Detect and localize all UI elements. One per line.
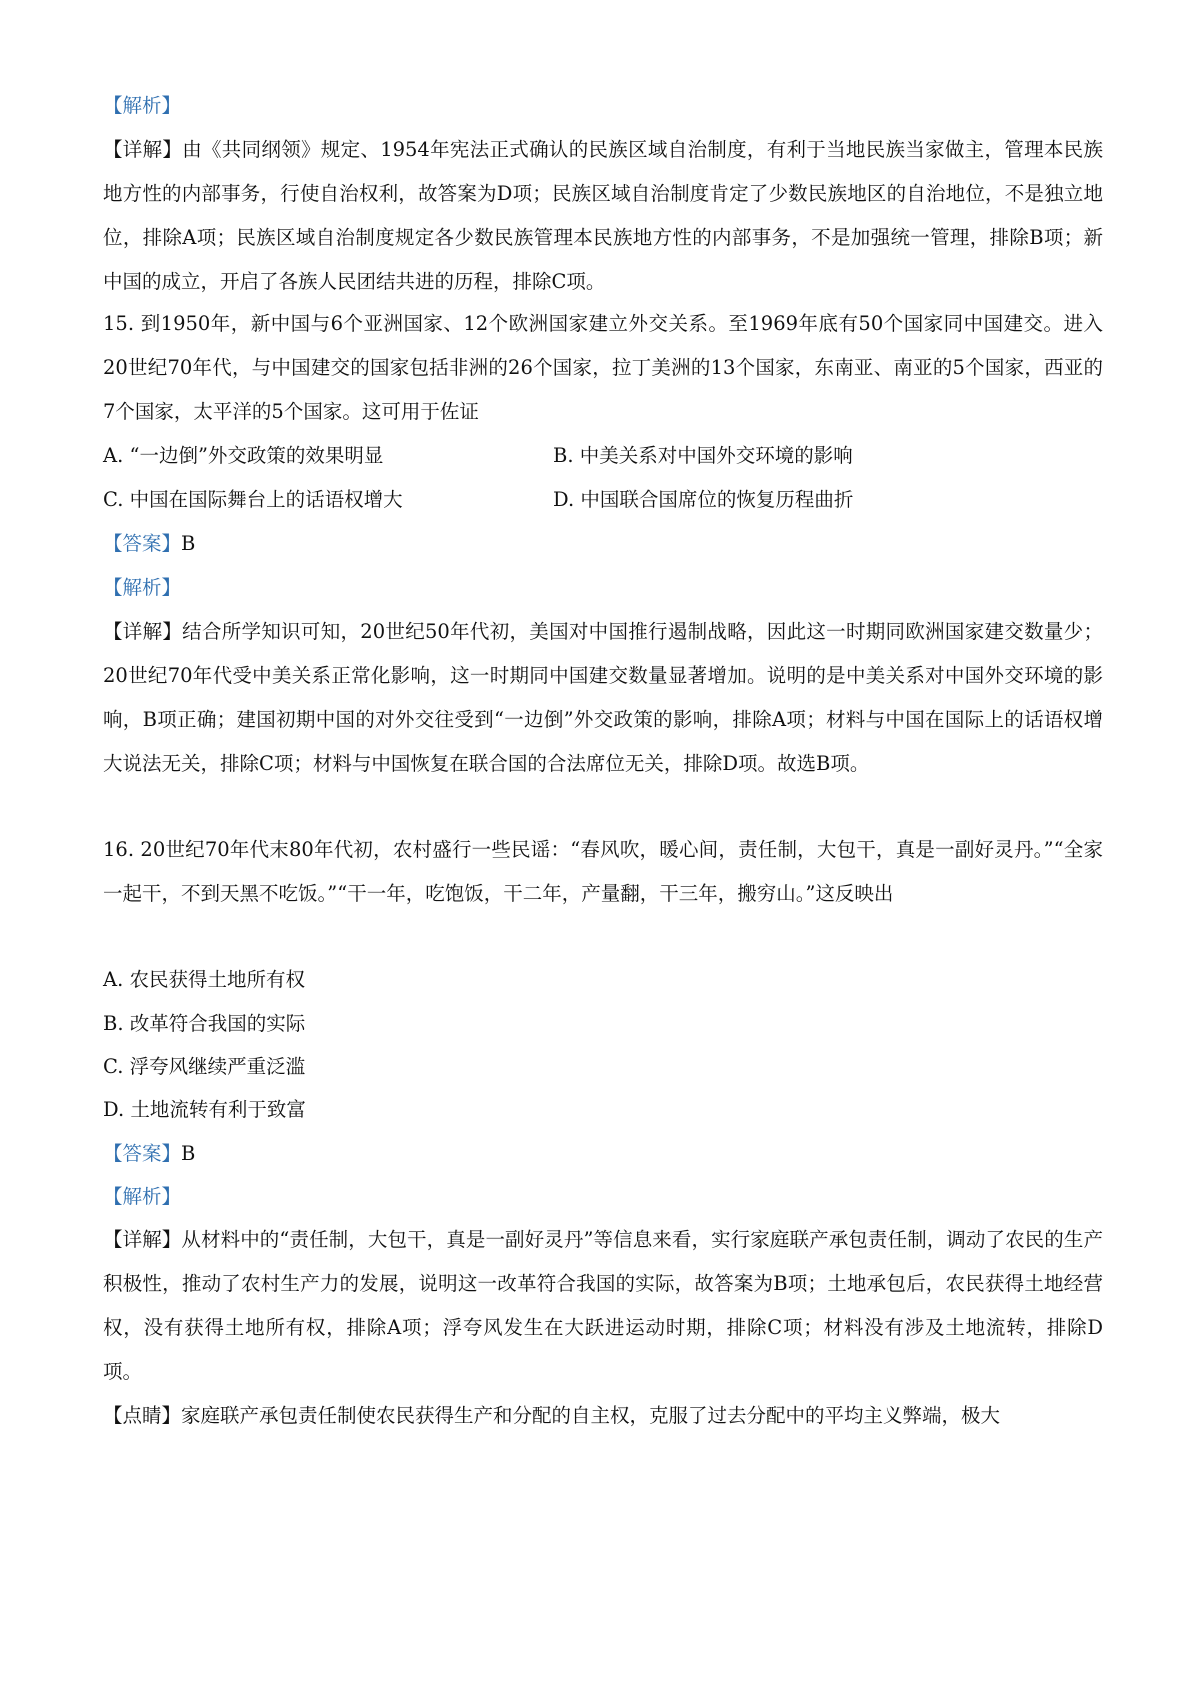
- q15-detail-label: 【详解】: [103, 620, 183, 643]
- q15-analysis-label: 【解析】: [103, 576, 182, 599]
- q16-option-b: B. 改革符合我国的实际: [103, 1012, 306, 1035]
- q16-answer-label: 【答案】: [103, 1142, 182, 1165]
- q14-detail-label: 【详解】: [103, 138, 183, 161]
- q15-detail-text: 结合所学知识可知，20世纪50年代初，美国对中国推行遏制战略，因此这一时期同欧洲国家建交数量少；20世纪70年代受中美关系正常化影响，这一时期同中国建交数量显著增加。说明的是中美关系对中国外交环境的影响，B项正确；建国初期中国的对外交往受到“一边倒”外交政策的影响，排除A项；材料与中国在国际上的话语权增大说法无关，排除C项；材料与中国恢复在联合国的合法席位无关，排除D项。故选B项。: [103, 620, 1103, 775]
- q16-option-c: C. 浮夸风继续严重泛滥: [103, 1055, 306, 1078]
- q16-detail-label: 【详解】: [103, 1228, 182, 1251]
- q15-stem: 15. 到1950年，新中国与6个亚洲国家、12个欧洲国家建立外交关系。至1969年底有50个国家同中国建交。进入20世纪70年代，与中国建交的国家包括非洲的26个国家，拉丁美洲的13个国家，东南亚、南亚的5个国家，西亚的7个国家，太平洋的5个国家。这可用于佐证: [103, 312, 1103, 423]
- q16-option-a: A. 农民获得土地所有权: [103, 968, 305, 991]
- q15-answer-label: 【答案】: [103, 532, 182, 555]
- q16-stem: 16. 20世纪70年代末80年代初，农村盛行一些民谣：“春风吹，暖心间，责任制，大包干，真是一副好灵丹。”“全家一起干，不到天黑不吃饭。”“干一年，吃饱饭，干二年，产量翻，干三年，搬穷山。”这反映出: [103, 838, 1103, 905]
- q16-detail-text: 从材料中的“责任制，大包干，真是一副好灵丹”等信息来看，实行家庭联产承包责任制，调动了农民的生产积极性，推动了农村生产力的发展，说明这一改革符合我国的实际，故答案为B项；土地承包后，农民获得土地经营权，没有获得土地所有权，排除A项；浮夸风发生在大跃进运动时期，排除C项；材料没有涉及土地流转，排除D项。: [103, 1228, 1103, 1383]
- q16-option-d: D. 土地流转有利于致富: [103, 1098, 306, 1121]
- q16-detail: [103, 1218, 1103, 1394]
- q16-answer: [103, 1140, 195, 1168]
- q15-option-a: A. “一边倒”外交政策的效果明显: [103, 444, 384, 467]
- q16-answer-value: B: [181, 1142, 196, 1165]
- q14-analysis-label: 【解析】: [103, 94, 182, 117]
- q15-option-b: B. 中美关系对中国外交环境的影响: [553, 444, 853, 467]
- q16-note-label: 【点睛】: [103, 1404, 182, 1427]
- q16-note: [103, 1402, 1103, 1430]
- q15-option-d: D. 中国联合国席位的恢复历程曲折: [553, 488, 854, 511]
- q15-option-c: C. 中国在国际舞台上的话语权增大: [103, 488, 403, 511]
- q14-detail: [103, 128, 1103, 304]
- q15-detail: [103, 610, 1103, 786]
- q15-answer: [103, 530, 195, 558]
- q16-note-text: 家庭联产承包责任制使农民获得生产和分配的自主权，克服了过去分配中的平均主义弊端，极大: [181, 1404, 1001, 1427]
- q14-detail-text: 由《共同纲领》规定、1954年宪法正式确认的民族区域自治制度，有利于当地民族当家做主，管理本民族地方性的内部事务，行使自治权利，故答案为D项；民族区域自治制度肯定了少数民族地区的自治地位，不是独立地位，排除A项；民族区域自治制度规定各少数民族管理本民族地方性的内部事务，不是加强统一管理，排除B项；新中国的成立，开启了各族人民团结共进的历程，排除C项。: [103, 138, 1103, 293]
- q16-analysis-label: 【解析】: [103, 1185, 182, 1208]
- q15-answer-value: B: [181, 532, 196, 555]
